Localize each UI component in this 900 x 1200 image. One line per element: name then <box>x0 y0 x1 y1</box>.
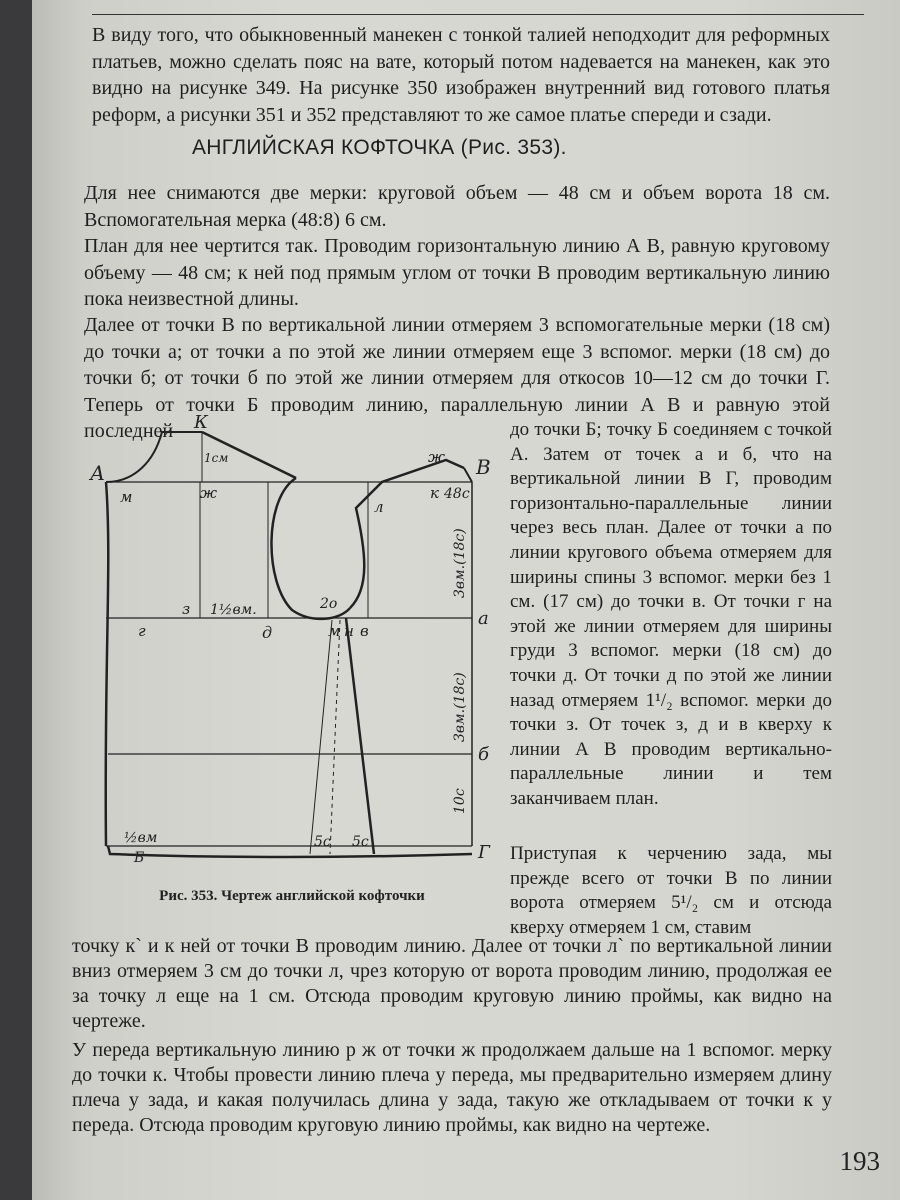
label-v: в <box>360 622 369 640</box>
label-half-vm-bottom: ½вм <box>124 830 158 846</box>
paragraph-back: Приступая к черчению зада, мы прежде всего от точки В по линии ворота отмеряем 5¹/₂ см и отсюда кверху отмеряем 1 см, ставим <box>510 843 832 938</box>
figure-caption: Рис. 353. Чертеж английской кофточки <box>159 888 425 904</box>
label-B: В <box>476 455 491 479</box>
dart-dashed-line <box>330 620 340 854</box>
label-n: н <box>344 622 354 640</box>
label-d: д <box>262 623 273 642</box>
label-Bsoft: Б <box>134 850 145 866</box>
hem-line <box>108 846 472 857</box>
paragraph-intro: В виду того, что обыкновенный манекен с тонкой талией неподходит для реформных платьев, можно сделать пояс на вате, который потом надевается на манекен, как это видно на рисунке 349. На рисунке 350 изображен внутренний вид готового платья реформ, а рисунки 351 и 352 представляют то же самое платье спереди и сзади. <box>92 24 830 126</box>
label-half-vm: 1½вм. <box>210 602 257 618</box>
label-m: м <box>120 488 133 506</box>
label-G: Г <box>478 842 490 863</box>
paragraph-plan: План для нее чертится так. Проводим горизонтальную линию А В, равную круговому объему — 48 см; к ней под прямым углом от точки В проводим вертикальную линию пока неизвестной длины. <box>84 235 830 310</box>
label-A: А <box>90 461 106 485</box>
front-neck <box>464 468 472 482</box>
label-m2: м <box>328 622 341 640</box>
label-l: л <box>374 498 384 516</box>
back-neck-curve <box>106 432 202 482</box>
side-seam-back <box>310 620 332 854</box>
paragraph-right-column: до точки Б; точку Б соединяем с точкой А. Затем от точек а и б, что на вертикальной линии В Г, проводим горизонтально-параллельные линии через весь план. Далее от точки а по линии кругового объема отмеряем для ширины спины 3 вспомог. мерки без 1 см. (17 см) до точки в. От точки г на этой же линии отмеряем для ширины груди 3 вспомог. мерки (18 см) до точки д. От точки д по этой же линии назад отмеряем 1¹/₂ вспомог. мерки до точки з. От точек з, д и в кверху к линии А В проводим вертикально-параллельные линии и тем заканчиваем план. <box>510 419 832 809</box>
label-twenty: 2о <box>320 596 338 612</box>
label-zh-left: ж <box>200 484 218 502</box>
label-k-right: к <box>430 484 439 502</box>
side-seam-front <box>346 618 374 854</box>
paragraph-bottom-2: У переда вертикальную линию р ж от точки ж продолжаем дальше на 1 вспомог. мерку до точки к. Чтобы провести линию плеча у переда, мы предварительно измеряем длину плеча у зада, и какая получилась длина у зада, такую же откладываем от точки к у переда. Отсюда проводим круговую линию проймы, как видно на чертеже. <box>72 1039 832 1136</box>
label-ten-c: 10с <box>452 788 468 814</box>
paragraph-measures: Для нее снимаются две мерки: круговой объем — 48 см и объем ворота 18 см. Вспомогательная мерка (48:8) 6 см. <box>84 182 830 231</box>
label-48c: 48с <box>444 486 470 502</box>
label-a: а <box>478 608 489 629</box>
label-b: б <box>478 744 489 765</box>
armhole-curve <box>271 478 350 619</box>
paragraph-bottom-1: точку к` и к ней от точки В проводим линию. Далее от точки л` по вертикальной линии вниз отмеряем 3 см до точки л, чрез которую от ворота проводим линию, продолжая ее за точку л еще на 1 см. Отсюда проводим круговую линию проймы, как видно на чертеже. <box>72 935 832 1032</box>
label-one-cm: 1см <box>204 451 229 465</box>
label-g: г <box>138 622 146 640</box>
label-K: К <box>194 412 208 433</box>
pattern-drawing <box>84 402 491 872</box>
book-page <box>32 0 900 1200</box>
label-three-vm-18-lower: 3вм.(18с) <box>452 672 468 742</box>
page-number: 193 <box>839 1146 880 1176</box>
back-side-seam <box>106 482 109 846</box>
label-five-c-2: 5с <box>352 834 369 850</box>
label-three-vm-18-upper: 3вм.(18с) <box>452 528 468 598</box>
label-zh-right: ж <box>428 448 446 466</box>
top-rule <box>92 14 864 15</box>
paragraph-points: Далее от точки В по вертикальной линии отмеряем 3 вспомогательные мерки (18 см) до точки а; от точки а по этой же линии отмеряем еще 3 вспомог. мерки (18 см) до точки б; от точки б по этой же линии отмеряем для откосов 10—12 см до точки Г. Теперь от точки Б проводим линию, параллельную линии А В и равную этой последней <box>84 314 830 442</box>
label-z: з <box>182 600 191 618</box>
section-heading: АНГЛИЙСКАЯ КОФТОЧКА (Рис. 353). <box>192 136 567 159</box>
label-five-c-1: 5с <box>314 834 331 850</box>
